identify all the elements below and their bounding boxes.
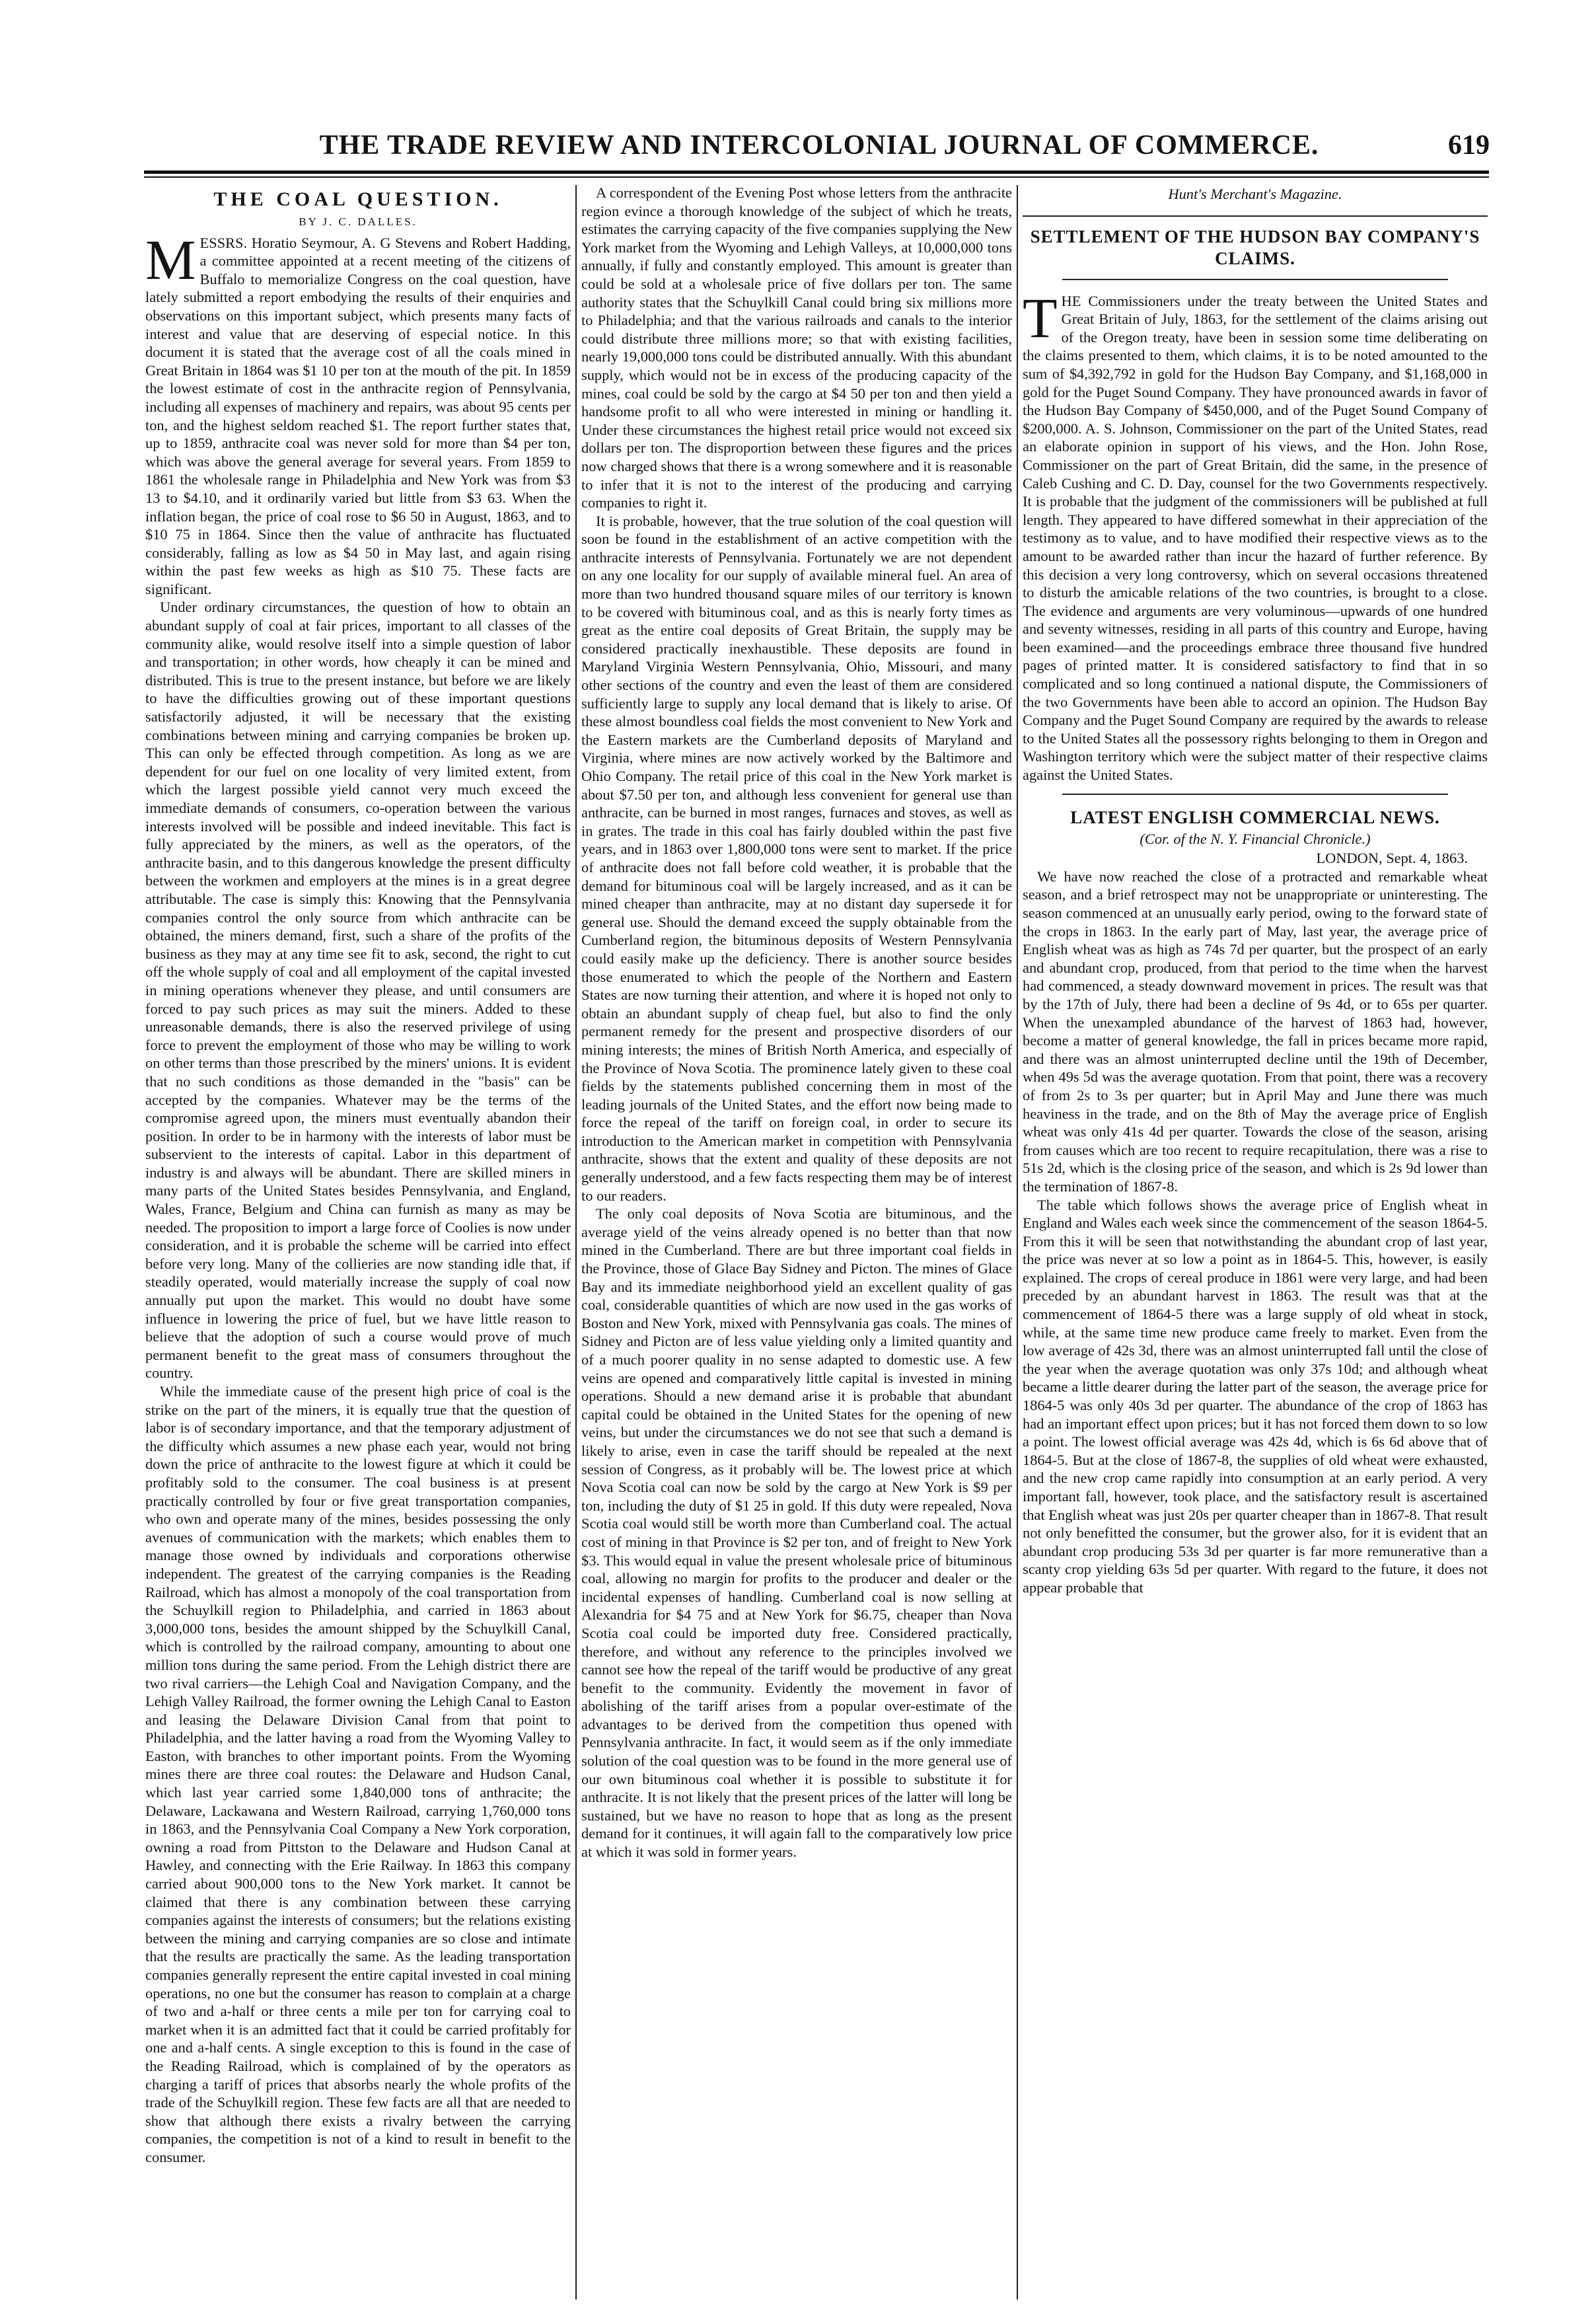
article-dateline: LONDON, Sept. 4, 1863. xyxy=(1316,850,1468,867)
column-divider xyxy=(575,185,577,2300)
article-paragraph: MESSRS. Horatio Seymour, A. G Stevens and Robert Hadding, a committee appointed at a recent meeting of the citizens of Buffalo to memorialize Congress on the coal question, have lately submitted a report embodying the results of their enquiries and observations on this important subject, which presents many facts of interest and value that are deserving of especial notice. In this document it is stated that the average cost of all the coals mined in Great Britain in 1864 was $1 10 per ton at the mouth of the pit. In 1859 the lowest estimate of cost in the anthracite region of Pennsylvania, including all expenses of machinery and repairs, was about 95 cents per ton, and the highest seldom reached $1. The report further states that, up to 1859, anthracite coal was never sold for more than $4 per ton, which was above the general average for several years. From 1859 to 1861 the wholesale range in Philadelphia and New York was from $3 13 to $4.10, and it ordinarily varied but little from $3 63. When the inflation began, the price of coal rose to $6 50 in August, 1863, and to $10 75 in 1864. Since then the value of anthracite has fluctuated considerably, falling as low as $4 50 in May last, and again rising within the past few weeks as high as $10 75. These facts are significant. xyxy=(145,227,571,597)
article-title-coal: THE COAL QUESTION. xyxy=(213,188,503,210)
article-citation: (Cor. of the N. Y. Financial Chronicle.) xyxy=(1140,830,1371,847)
article-paragraph: THE Commissioners under the treaty between the United States and Great Britain of July, 1863, for the settlement of the claims arising out of the Oregon treaty, have been in session some time deliberating on the claims presented to them, which claims, it is to be noted amounted to the sum of $4,392,792 in gold for the Hudson Bay Company, and $1,168,000 in gold for the Puget Sound Company. They have pronounced awards in favor of the Hudson Bay Company of $450,000, and of the Puget Sound Company of $200,000. A. S. Johnson, Commissioner on the part of the United States, read an elaborate opinion in support of his views, and the Hon. John Rose, Commissioner on the part of Great Britain, did the same, in the presence of Caleb Cushing and C. D. Day, counsel for the two Governments respectively. It is probable that the judgment of the commissioners will be published at full length. They appeared to have differed somewhat in their appreciation of the testimony as to value, and to have modified their respective views as to the amount to be awarded rather than incur the hazard of further reference. By this decision a very long controversy, which on several occasions threatened to disturb the amicable relations of the two countries, is brought to a close. The evidence and arguments are very voluminous—upwards of one hundred and seventy witnesses, residing in all parts of this country and Europe, having been examined—and the proceedings embrace three thousand five hundred pages of printed matter. It is considered satisfactory to find that in so complicated and so long continued a national dispute, the Commissioners of the two Governments have been able to accord an opinion. The Hudson Bay Company and the Puget Sound Company are required by the awards to release to the United States all the possessory rights belonging to them in Oregon and Washington territory which were the subject matter of their respective claims against the United States. xyxy=(1023,285,1488,784)
masthead-rule xyxy=(144,170,1489,174)
column-3 xyxy=(1023,184,1488,2298)
article-paragraph: It is probable, however, that the true solution of the coal question will soon be found in the establishment of an active competition with the anthracite interests of Pennsylvania. Fortunately we are not dependent on any one locality for our supply of available mineral fuel. An area of more than two hundred thousand square miles of our territory is known to be covered with bituminous coal, and as this is nearly forty times as great as the entire coal deposits of Great Britain, the supply may be considered practically inexhaustible. These deposits are found in Maryland Virginia Western Pennsylvania, Ohio, Missouri, and many other sections of the country and even the least of them are considered sufficiently large to supply any local demand that is likely to arise. Of these almost boundless coal fields the most convenient to New York and the Eastern markets are the Cumberland deposits of Maryland and Virginia, where mines are now actively worked by the Baltimore and Ohio Company. The retail price of this coal in the New York market is about $7.50 per ton, and although less convenient for general use than anthracite, can be burned in most ranges, furnaces and stoves, as well as in grates. The trade in this coal has fairly doubled within the past five years, and in 1863 over 1,800,000 tons were sent to market. If the price of anthracite does not fall before cold weather, it is probable that the demand for bituminous coal will be largely increased, and as it can be mined cheaper than anthracite, may at no distant day supersede it for general use. Should the demand exceed the supply obtainable from the Cumberland region, the bituminous deposits of Western Pennsylvania could easily make up the deficiency. There is another source besides those enumerated to which the people of the Northern and Eastern States are now turning their attention, and where it is hoped not only to obtain an abundant supply of cheap fuel, but also to find the only permanent remedy for the present and prospective disorders of our mining interests; the mines of British North America, and especially of the Province of Nova Scotia. The prominence lately given to these coal fields by the statements published concerning them in most of the leading journals of the United States, and the effort now being made to force the repeal of the tariff on foreign coal, in order to secure its introduction to the American market in competition with Pennsylvania anthracite, shows that the extent and quality of these deposits are not generally understood, and a few facts respecting them may be of interest to our readers. xyxy=(581,512,1012,1204)
column-1 xyxy=(145,184,571,2298)
article-paragraph: We have now reached the close of a protracted and remarkable wheat season, and a brief retrospect may not be unappropriate or uninteresting. The season commenced at an unusually early period, owing to the forward state of the crops in 1863. In the early part of May, last year, the average price of English wheat was as high as 74s 7d per quarter, but the prospect of an early and abundant crop, produced, from that period to the time when the harvest had commenced, a steady downward movement in prices. The result was that by the 17th of July, there had been a decline of 9s 4d, or to 65s per quarter. When the unexampled abundance of the harvest of 1863 had, however, become a matter of general knowledge, the fall in prices became more rapid, and there was an almost uninterrupted decline until the 19th of December, when 49s 5d was the average quotation. From that point, there was a recovery of from 2s to 3s per quarter; but in April May and June there was much heaviness in the trade, and on the 8th of May the average price of English wheat was only 41s 4d per quarter. Towards the close of the season, arising from causes which are too recent to require recapitulation, there was a rise to 51s 2d, which is the closing price of the season, and which is 2s 9d lower than the termination of 1867-8. xyxy=(1023,868,1488,1195)
column-divider xyxy=(1017,185,1018,2300)
article-title-hudson: SETTLEMENT OF THE HUDSON BAY COMPANY'S CLAIMS. xyxy=(1030,226,1480,268)
article-title-english: LATEST ENGLISH COMMERCIAL NEWS. xyxy=(1070,807,1440,827)
title-underline xyxy=(1062,279,1448,280)
drop-cap: T xyxy=(1023,285,1058,350)
article-separator xyxy=(1062,794,1448,795)
masthead-title: THE TRADE REVIEW AND INTERCOLONIAL JOURNAL OF COMMERCE. xyxy=(319,130,1319,161)
page-number: 619 xyxy=(1448,130,1490,161)
article-paragraph: The table which follows shows the average price of English wheat in England and Wales each week since the commencement of the season 1864-5. From this it will be seen that notwithstanding the abundant crop of last year, the price was never at so low a point as in 1864-5. This, however, is easily explained. The crops of cereal produce in 1861 were very large, and had been preceded by an abundant harvest in 1863. The result was that at the commencement of 1864-5 there was a large supply of old wheat in stock, while, at the same time new produce came freely to market. Even from the low average of 42s 3d, there was an almost uninterrupted fall until the close of the year when the average quotation was only 37s 10d; and although wheat became a little dearer during the latter part of the season, the average price for 1864-5 was only 40s 3d per quarter. The abundance of the crop of 1863 has had an important effect upon prices; but it has not forced them down to so low a point. The lowest official average was 42s 4d, which is 6s 6d above that of 1864-5. But at the close of 1867-8, the supplies of old wheat were exhausted, and the new crop came rapidly into consumption at an early period. A very important fall, however, took place, and the satisfactory result is ascertained that English wheat was just 20s per quarter cheaper than in 1867-8. That result not only benefitted the consumer, but the grower also, for it is evident that an abundant crop producing 53s 3d per quarter is far more remunerative than a scanty crop yielding 63s 5d per quarter. With regard to the future, it does not appear probable that xyxy=(1023,1196,1488,1596)
masthead-rule-thin xyxy=(144,176,1489,178)
article-paragraph: While the immediate cause of the present high price of coal is the strike on the part of the miners, it is equally true that the question of labor is of secondary importance, and that the temporary adjustment of the difficulty which assumes a new phase each year, would not bring down the price of anthracite to the lowest figure at which it could be profitably sold to the consumer. The coal business is at present practically controlled by four or five great transportation companies, who own and operate many of the mines, besides possessing the only avenues of communication with the markets; which enables them to manage those owned by individuals and corporations otherwise independent. The greatest of the carrying companies is the Reading Railroad, which has almost a monopoly of the coal transportation from the Schuylkill region to Philadelphia, and carried in 1863 about 3,000,000 tons, besides the amount shipped by the Schuylkill Canal, which is controlled by the railroad company, amounting to about one million tons during the same period. From the Lehigh district there are two rival carriers—the Lehigh Coal and Navigation Company, and the Lehigh Valley Railroad, the former owning the Lehigh Canal to Easton and leasing the Delaware Division Canal from that point to Philadelphia, and the latter having a road from the Wyoming Valley to Easton, with branches to other important points. From the Wyoming mines there are three coal routes: the Delaware and Hudson Canal, which last year carried some 1,840,000 tons of anthracite; the Delaware, Lackawana and Western Railroad, carrying 1,760,000 tons in 1863, and the Pennsylvania Coal Company a New York corporation, owning a road from Pittston to the Delaware and Hudson Canal at Hawley, and connecting with the Erie Railway. In 1863 this company carried about 900,000 tons to the New York market. It cannot be claimed that there is any combination between these carrying companies against the interests of consumers; but the relations existing between the mining and carrying companies are so close and intimate that the results are practically the same. As the leading transportation companies generally represent the entire capital invested in coal mining operations, no one but the consumer has reason to complain at a charge of two and a-half or three cents a mile per ton for carrying coal to market when it is an admitted fact that it could be carried profitably for one and a-half cents. A single exception to this is found in the case of the Reading Railroad, which is complained of by the operators as charging a tariff of prices that absorbs nearly the whole profits of the trade of the Schuylkill region. These few facts are all that are needed to show that although there exists a rivalry between the carrying companies, the competition is not of a kind to result in benefit to the consumer. xyxy=(145,1383,571,2165)
article-source: Hunt's Merchant's Magazine. xyxy=(1168,186,1342,202)
article-separator xyxy=(1023,215,1488,217)
column-2 xyxy=(581,184,1012,2298)
article-byline: BY J. C. DALLES. xyxy=(299,215,417,228)
article-paragraph: Under ordinary circumstances, the question of how to obtain an abundant supply of coal at fair prices, important to all classes of the community alike, would resolve itself into a simple question of labor and transportation; in other words, how cheaply it can be mined and distributed. This is true to the present instance, but before we are likely to have the difficulties growing out of these important questions satisfactorily adjusted, it will be necessary that the existing combinations between mining and carrying companies be broken up. This can only be effected through competition. As long as we are dependent for our fuel on one locality of very limited extent, from which the largest possible yield cannot very much exceed the immediate demands of consumers, co-operation between the various interests involved will be possible and indeed inevitable. This fact is fully appreciated by the miners, as well as the operators, of the anthracite basin, and to this dangerous knowledge the present difficulty between the workmen and employers at the mines is in a great degree attributable. The case is simply this: Knowing that the Pennsylvania companies control the only source from which anthracite can be obtained, the miners demand, first, such a share of the profits of the business as they may at any time see fit to ask, second, the right to cut off the whole supply of coal and all employment of the capital invested in mining operations whenever they please, and until consumers are forced to pay such prices as may suit the miners. Added to these unreasonable demands, there is also the reserved privilege of using force to prevent the employment of those who may be willing to work on other terms than those prescribed by the miners' unions. It is evident that no such conditions as those demanded in the "basis" can be accepted by the companies. Whatever may be the terms of the compromise agreed upon, the miners must eventually abandon their position. In order to be in harmony with the interests of labor must be subservient to the interests of capital. Labor in this department of industry is and always will be abundant. There are skilled miners in many parts of the United States besides Pennsylvania, and England, Wales, France, Belgium and China can furnish as many as may be needed. The proposition to import a large force of Coolies is now under consideration, and it is probable the scheme will be carried into effect before very long. Many of the collieries are now standing idle that, if steadily operated, would materially increase the supply of coal now annually put upon the market. This would no doubt have some influence in lowering the price of fuel, but we have little reason to believe that the adoption of such a course would prove of much permanent benefit to the great mass of consumers throughout the country. xyxy=(145,599,571,1382)
drop-cap: M xyxy=(145,227,196,291)
article-paragraph: A correspondent of the Evening Post whose letters from the anthracite region evince a thorough knowledge of the subject of which he treats, estimates the carrying capacity of the five companies supplying the New York market from the Wyoming and Lehigh Valleys, at 10,000,000 tons annually, if fully and constantly employed. This amount is greater than could be sold at a wholesale price of five dollars per ton. The same authority states that the Schuylkill Canal could bring six millions more to Philadelphia; and that the various railroads and canals to the interior could distribute three millions more; so that with existing facilities, nearly 19,000,000 tons could be distributed annually. With this abundant supply, which would not be in excess of the producing capacity of the mines, coal could be sold by the cargo at $4 50 per ton and then yield a handsome profit to all who were interested in mining or handling it. Under these circumstances the highest retail price would not exceed six dollars per ton. The disproportion between these figures and the prices now charged shows that there is a wrong somewhere and it is reasonable to infer that it is not to the interest of the producing and carrying companies to right it. xyxy=(581,184,1012,511)
article-paragraph: The only coal deposits of Nova Scotia are bituminous, and the average yield of the veins already opened is no better than that now mined in the Cumberland. There are but three important coal fields in the Province, those of Glace Bay Sidney and Picton. The mines of Glace Bay and its immediate neighborhood yield an excellent quality of gas coal, considerable quantities of which are now used in the gas works of Boston and New York, mixed with Pennsylvania gas coals. The mines of Sidney and Picton are of less value yielding only a limited quantity and of a much poorer quality in no sense adapted to domestic use. A few veins are opened and comparatively little capital is invested in mining operations. Should a new demand arise it is probable that abundant capital could be obtained in the United States for the opening of new veins, but under the circumstances we do not see that such a demand is likely to arise, even in case the tariff should be repealed at the next session of Congress, as it probably will be. The lowest price at which Nova Scotia coal can now be sold by the cargo at New York is $9 per ton, including the duty of $1 25 in gold. If this duty were repealed, Nova Scotia coal would still be worth more than Cumberland coal. The actual cost of mining in that Province is $2 per ton, and of freight to New York $3. This would equal in value the present wholesale price of bituminous coal, allowing no margin for profits to the producer and dealer or the incidental expenses of handling. Cumberland coal is now selling at Alexandria for $4 75 and at New York for $6.75, cheaper than Nova Scotia coal could be imported duty free. Considered practically, therefore, and without any reference to the principles involved we cannot see how the repeal of the tariff would be productive of any great benefit to the community. Evidently the movement in favor of abolishing of the tariff arises from a popular over-estimate of the advantages to be derived from the competition thus opened with Pennsylvania anthracite. In fact, it would seem as if the only immediate solution of the coal question was to be found in the more general use of our own bituminous coal whether it is possible to substitute it for anthracite. It is not likely that the present prices of the latter will long be sustained, but we have no reason to hope that as long as the present demand for it continues, it will again fall to the comparatively low price at which it was sold in former years. xyxy=(581,1205,1012,1861)
masthead xyxy=(149,130,1490,169)
